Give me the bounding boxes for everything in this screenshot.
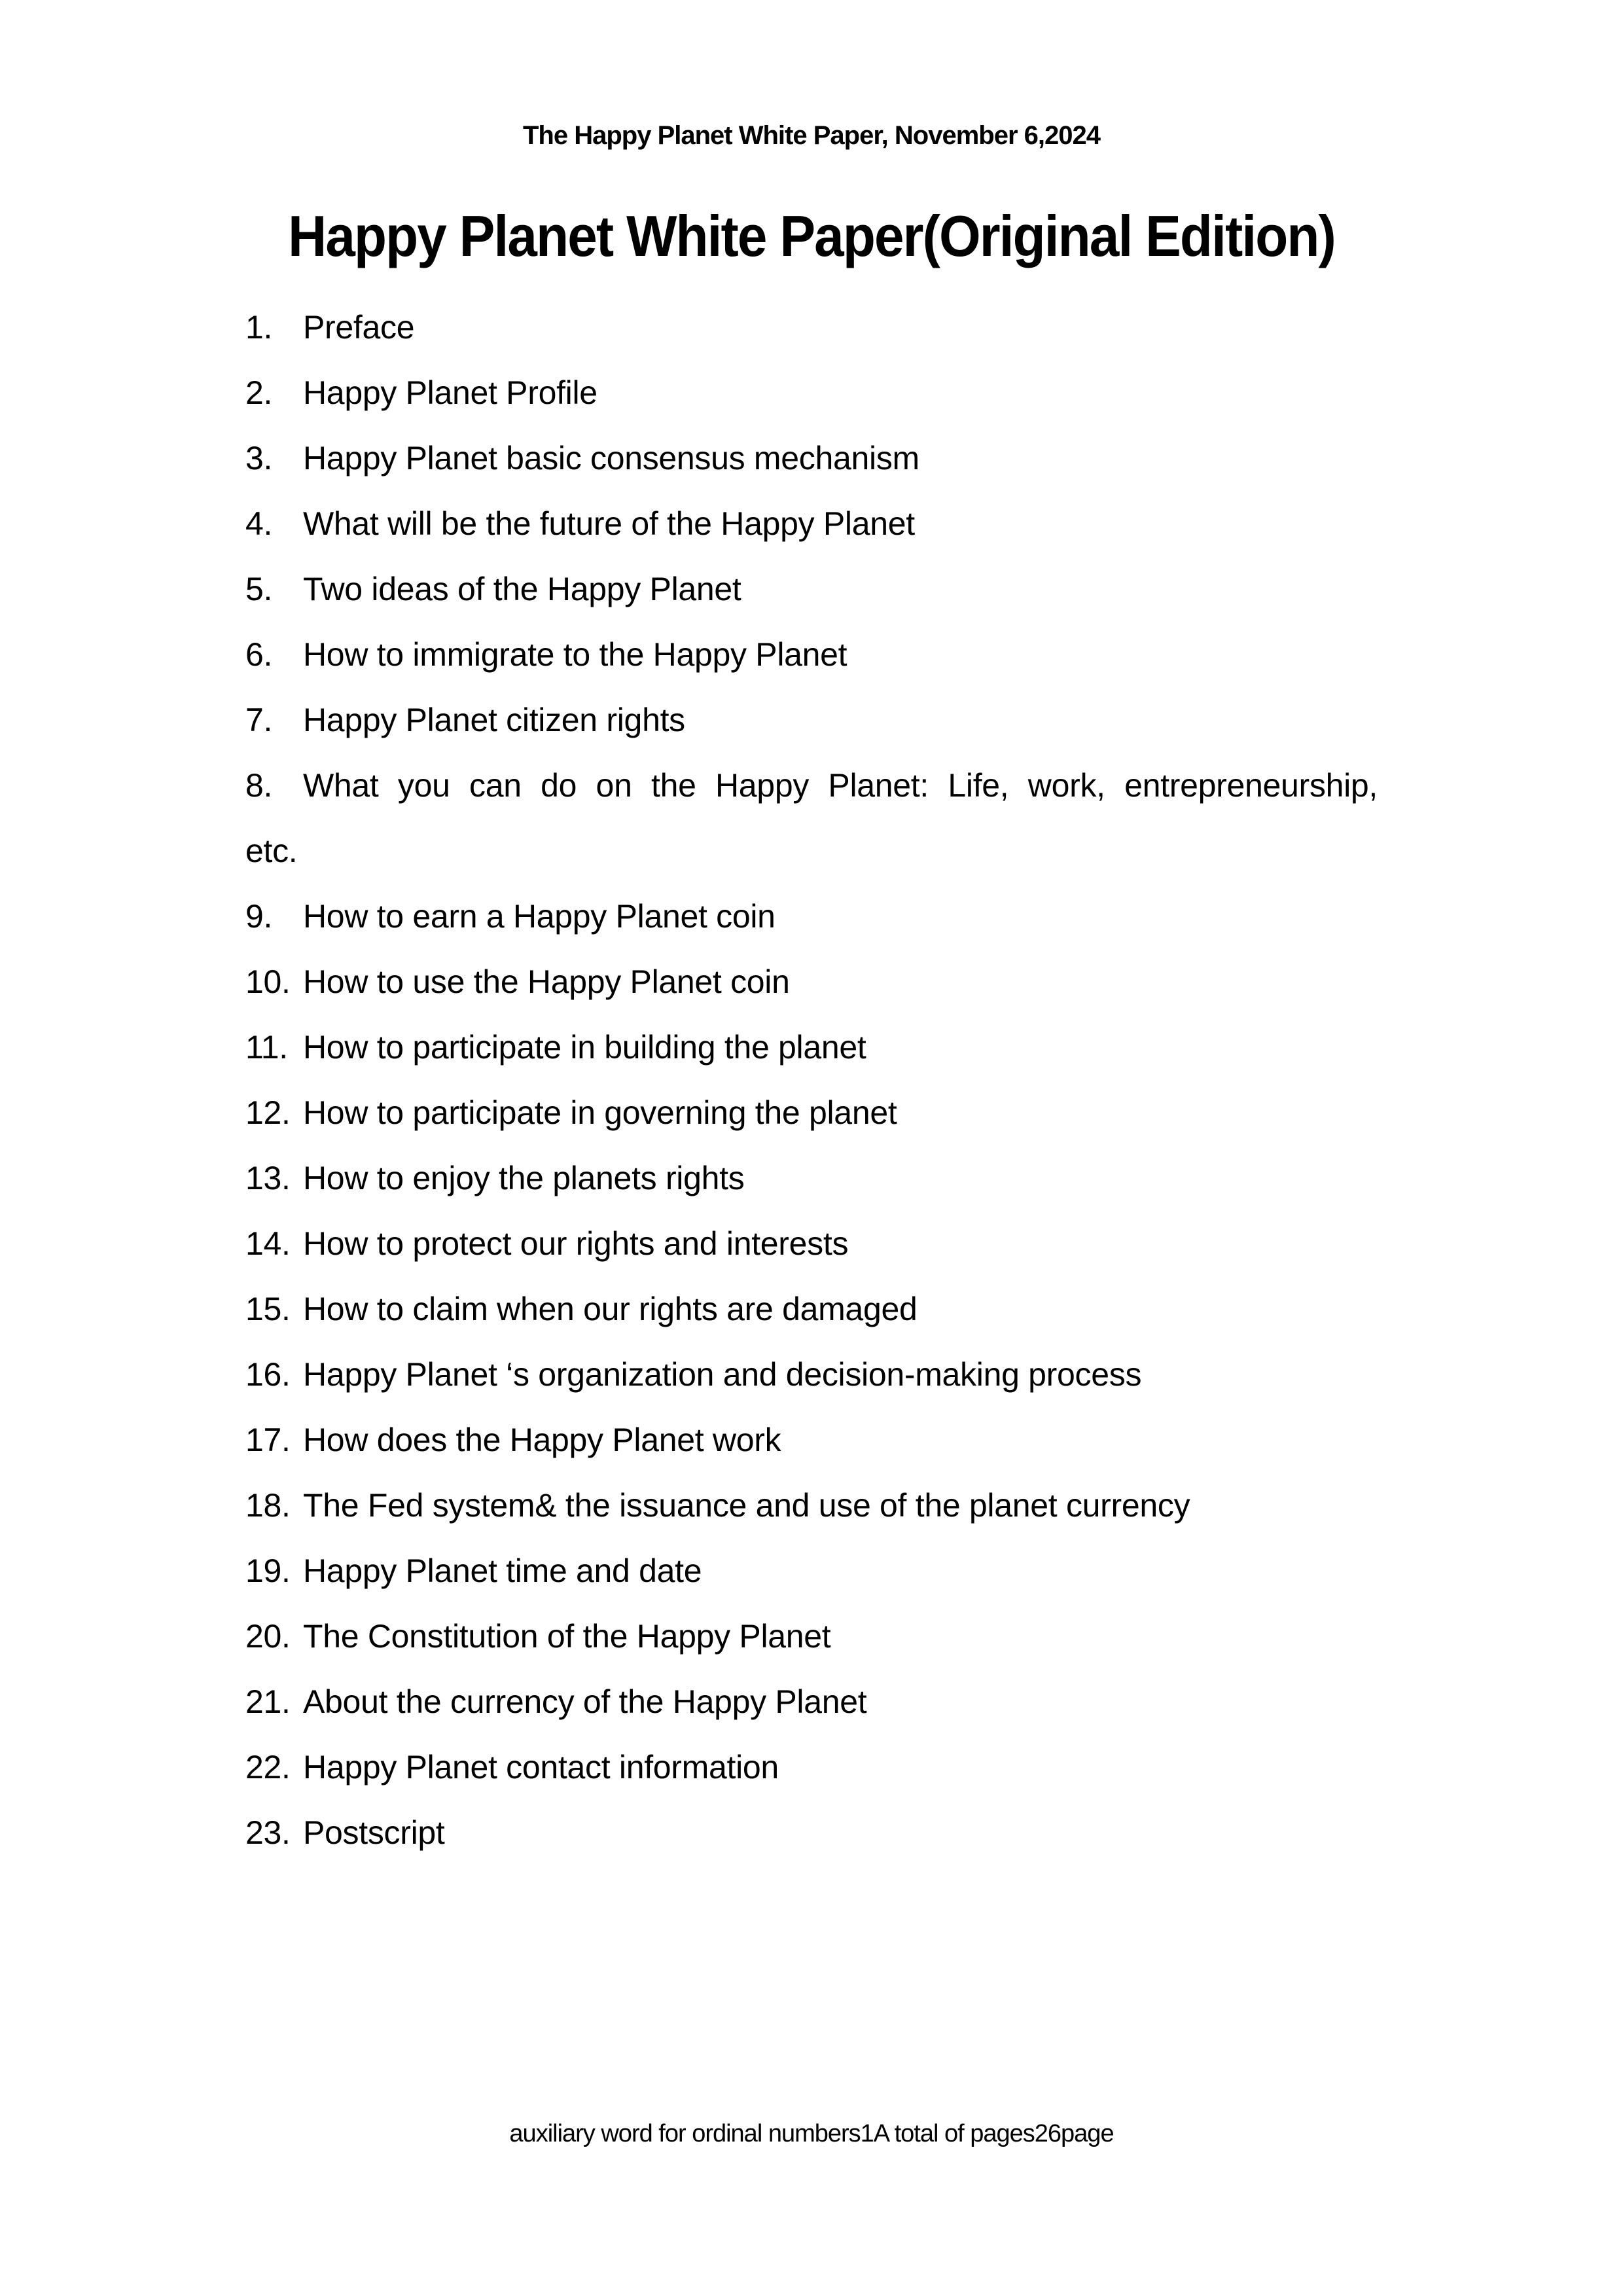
toc-item-number: 9. [245, 898, 273, 935]
toc-item-text: Postscript [303, 1814, 445, 1851]
toc-item-number: 14. [245, 1225, 291, 1262]
toc-item-3 [245, 425, 1378, 491]
toc-item-number: 19. [245, 1552, 291, 1589]
toc-item-9 [245, 884, 1378, 949]
table-of-contents [245, 295, 1378, 1865]
toc-item-11 [245, 1014, 1378, 1080]
toc-item-text: The Fed system& the issuance and use of the planet currency [303, 1487, 1190, 1524]
toc-item-text: Happy Planet basic consensus mechanism [303, 440, 919, 476]
toc-item-2 [245, 360, 1378, 425]
toc-item-8-continuation [245, 818, 1378, 884]
toc-item-text: Preface [303, 309, 415, 346]
toc-item-text: What you can do on the Happy Planet: Life, work, entrepreneurship, [303, 767, 1378, 804]
toc-item-number: 3. [245, 440, 273, 476]
toc-item-1 [245, 295, 1378, 360]
toc-item-22 [245, 1734, 1378, 1800]
toc-item-text: How to protect our rights and interests [303, 1225, 849, 1262]
toc-item-text: Happy Planet ‘s organization and decision-making process [303, 1356, 1142, 1393]
toc-item-text: Two ideas of the Happy Planet [303, 571, 741, 607]
toc-item-text: Happy Planet Profile [303, 374, 597, 411]
toc-item-23 [245, 1800, 1378, 1865]
toc-item-10 [245, 949, 1378, 1014]
toc-item-5 [245, 556, 1378, 622]
toc-item-text: How to participate in building the planet [303, 1029, 866, 1066]
toc-item-number: 22. [245, 1749, 291, 1785]
toc-item-number: 13. [245, 1160, 291, 1196]
toc-item-18 [245, 1473, 1378, 1538]
toc-item-text: What will be the future of the Happy Planet [303, 505, 915, 542]
toc-item-6 [245, 622, 1378, 687]
toc-item-text: About the currency of the Happy Planet [303, 1683, 867, 1720]
toc-item-text: Happy Planet citizen rights [303, 702, 685, 738]
toc-item-number: 23. [245, 1814, 291, 1851]
toc-item-text: How to earn a Happy Planet coin [303, 898, 776, 935]
page-footer: auxiliary word for ordinal numbers1A total of pages26page [509, 2120, 1114, 2147]
toc-item-text: How to enjoy the planets rights [303, 1160, 745, 1196]
toc-item-12 [245, 1080, 1378, 1145]
toc-item-19 [245, 1538, 1378, 1604]
toc-item-number: 2. [245, 374, 273, 411]
toc-item-number: 5. [245, 571, 273, 607]
toc-item-number: 21. [245, 1683, 291, 1720]
toc-item-text: The Constitution of the Happy Planet [303, 1618, 831, 1655]
toc-item-text: How to immigrate to the Happy Planet [303, 636, 847, 673]
toc-item-number: 15. [245, 1291, 291, 1327]
toc-item-number: 12. [245, 1094, 291, 1131]
toc-item-number: 11. [245, 1029, 288, 1066]
page-title: Happy Planet White Paper(Original Edition) [288, 204, 1335, 268]
toc-item-4 [245, 491, 1378, 556]
toc-item-text: Happy Planet time and date [303, 1552, 702, 1589]
toc-item-text: How to use the Happy Planet coin [303, 963, 790, 1000]
toc-item-number: 18. [245, 1487, 291, 1524]
toc-item-number: 16. [245, 1356, 291, 1393]
toc-item-text: etc. [245, 833, 298, 869]
toc-item-number: 10. [245, 963, 291, 1000]
toc-item-number: 20. [245, 1618, 291, 1655]
toc-item-21 [245, 1669, 1378, 1734]
toc-item-17 [245, 1407, 1378, 1473]
toc-item-number: 1. [245, 309, 273, 346]
toc-item-text: How to participate in governing the planet [303, 1094, 897, 1131]
toc-item-number: 6. [245, 636, 273, 673]
toc-item-15 [245, 1276, 1378, 1342]
toc-item-7 [245, 687, 1378, 753]
toc-item-number: 8. [245, 767, 273, 804]
toc-item-number: 4. [245, 505, 273, 542]
toc-item-16 [245, 1342, 1378, 1407]
toc-item-8 [245, 753, 1378, 818]
toc-item-text: How to claim when our rights are damaged [303, 1291, 918, 1327]
toc-item-20 [245, 1604, 1378, 1669]
toc-item-text: Happy Planet contact information [303, 1749, 779, 1785]
toc-item-13 [245, 1145, 1378, 1211]
toc-item-14 [245, 1211, 1378, 1276]
toc-item-number: 17. [245, 1422, 291, 1458]
toc-item-text: How does the Happy Planet work [303, 1422, 781, 1458]
running-header: The Happy Planet White Paper, November 6,2024 [523, 121, 1100, 150]
toc-item-number: 7. [245, 702, 273, 738]
